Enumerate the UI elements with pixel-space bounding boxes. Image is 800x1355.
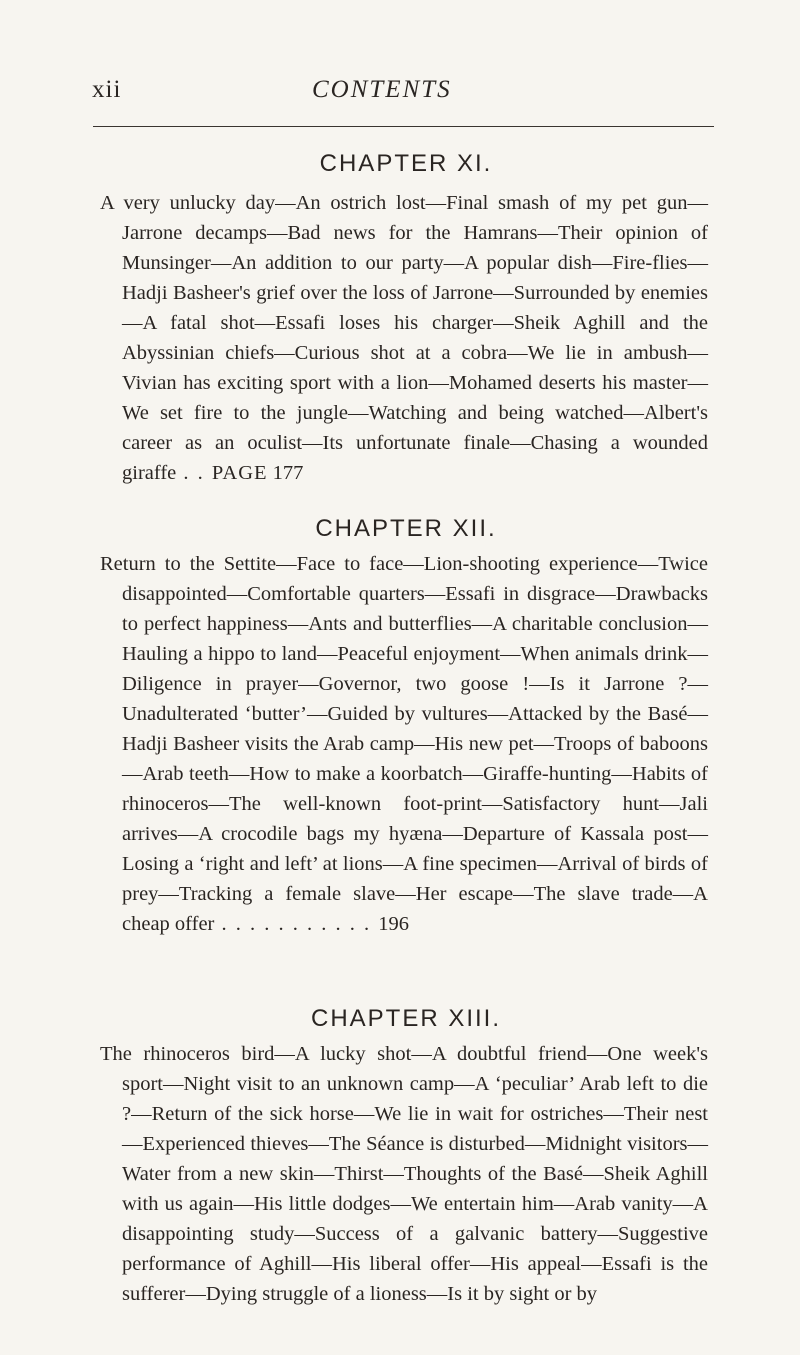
chapter-synopsis bbox=[100, 549, 708, 939]
page-reference: 196 bbox=[378, 913, 410, 935]
page-label: PAGE bbox=[211, 462, 268, 484]
chapter-heading: CHAPTER XII. bbox=[315, 515, 497, 542]
page-number: xii bbox=[92, 76, 122, 103]
synopsis-text: Return to the Settite—Face to face—Lion-shooting experience—Twice disappointed—Comfortable quarters—Essafi in disgrace—Drawbacks to perfect happiness—Ants and butterflies—A charitable conclusion—Hauling a hippo to land—Peaceful enjoyment—When animals drink—Diligence in prayer—Governor, two goose !—Is it Jarrone ?—Unadulterated ‘butter’—Guided by vultures—Attacked by the Basé—Hadji Basheer visits the Arab camp—His new pet—Troops of baboons—Arab teeth—How to make a koorbatch—Giraffe-hunting—Habits of rhinoceros—The well-known foot-print—Satisfactory hunt—Jali arrives—A crocodile bags my hyæna—Departure of Kassala post—Losing a ‘right and left’ at lions—A fine specimen—Arrival of birds of prey—Tracking a female slave—Her escape—The slave trade—A cheap offer bbox=[100, 553, 708, 935]
dot-leader: . . . . . . . . . . . bbox=[214, 913, 379, 935]
header-rule bbox=[93, 126, 714, 127]
synopsis-text: The rhinoceros bird—A lucky shot—A doubtful friend—One week's sport—Night visit to an unknown camp—A ‘peculiar’ Arab left to die ?—Return of the sick horse—We lie in wait for ostriches—Their nest—Experienced thieves—The Séance is disturbed—Midnight visitors—Water from a new skin—Thirst—Thoughts of the Basé—Sheik Aghill with us again—His little dodges—We entertain him—Arab vanity—A disappointing study—Success of a galvanic battery—Suggestive performance of Aghill—His liberal offer—His appeal—Essafi is the sufferer—Dying struggle of a lioness—Is it by sight or by bbox=[100, 1043, 708, 1305]
chapter-heading: CHAPTER XI. bbox=[319, 150, 493, 177]
synopsis-text: A very unlucky day—An ostrich lost—Final smash of my pet gun—Jarrone decamps—Bad news for the Hamrans—Their opinion of Munsinger—An addition to our party—A popular dish—Fire-flies—Hadji Basheer's grief over the loss of Jarrone—Surrounded by enemies—A fatal shot—Essafi loses his charger—Sheik Aghill and the Abyssinian chiefs—Curious shot at a cobra—We lie in ambush—Vivian has exciting sport with a lion—Mohamed deserts his master—We set fire to the jungle—Watching and being watched—Albert's career as an oculist—Its unfortunate finale—Chasing a wounded giraffe bbox=[100, 192, 708, 484]
dot-leader: . . bbox=[176, 462, 212, 484]
chapter-synopsis bbox=[100, 188, 708, 488]
running-head bbox=[0, 76, 800, 116]
page-reference: 177 bbox=[272, 462, 304, 484]
chapter-heading: CHAPTER XIII. bbox=[310, 1005, 502, 1032]
running-title: CONTENTS bbox=[312, 76, 452, 103]
chapter-synopsis bbox=[100, 1039, 708, 1309]
